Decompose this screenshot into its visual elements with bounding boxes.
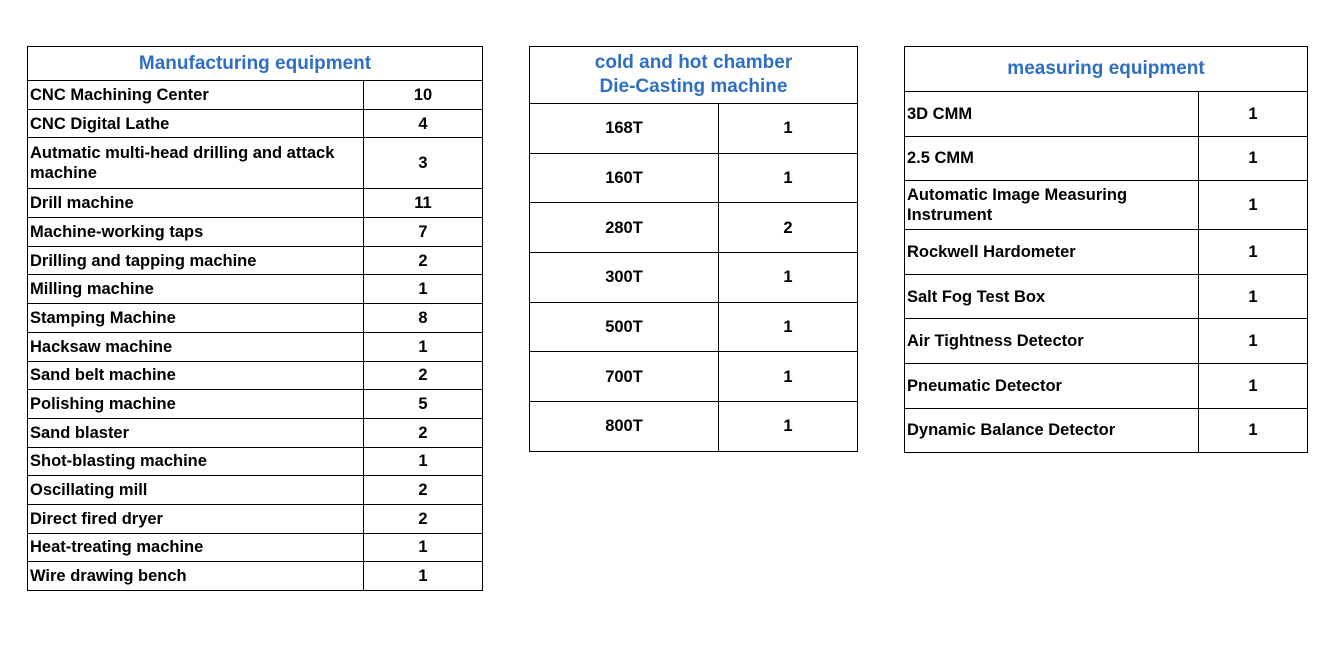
machine-qty: 1 (719, 153, 858, 203)
table-row (530, 302, 858, 352)
die-casting-title-line2: Die-Casting machine (599, 76, 788, 97)
machine-qty: 1 (719, 352, 858, 402)
instrument-qty: 1 (1199, 363, 1308, 408)
equipment-qty: 1 (364, 533, 483, 562)
equipment-name: Machine-working taps (28, 218, 364, 247)
table-row (905, 274, 1308, 319)
equipment-qty: 2 (364, 418, 483, 447)
table-row (905, 408, 1308, 453)
table-row (28, 275, 483, 304)
table-row (28, 562, 483, 591)
equipment-qty: 3 (364, 138, 483, 189)
equipment-qty: 8 (364, 304, 483, 333)
tonnage: 280T (530, 203, 719, 253)
table-row (28, 81, 483, 110)
table-row (905, 230, 1308, 275)
equipment-qty: 2 (364, 361, 483, 390)
equipment-qty: 1 (364, 562, 483, 591)
instrument-qty: 1 (1199, 274, 1308, 319)
instrument-qty: 1 (1199, 319, 1308, 364)
manufacturing-title: Manufacturing equipment (28, 47, 483, 81)
equipment-qty: 5 (364, 390, 483, 419)
equipment-name: Sand belt machine (28, 361, 364, 390)
machine-qty: 1 (719, 253, 858, 303)
die-casting-title (530, 47, 858, 104)
equipment-name: Hacksaw machine (28, 332, 364, 361)
table-row (28, 138, 483, 189)
machine-qty: 1 (719, 104, 858, 154)
table-row (905, 181, 1308, 230)
instrument-qty: 1 (1199, 230, 1308, 275)
instrument-name: Salt Fog Test Box (905, 274, 1199, 319)
machine-qty: 1 (719, 402, 858, 452)
equipment-qty: 2 (364, 246, 483, 275)
equipment-name: Wire drawing bench (28, 562, 364, 591)
equipment-name: CNC Digital Lathe (28, 109, 364, 138)
table-row (530, 104, 858, 154)
table-row (905, 136, 1308, 181)
equipment-name: CNC Machining Center (28, 81, 364, 110)
table-row (905, 92, 1308, 137)
instrument-qty: 1 (1199, 136, 1308, 181)
instrument-name: Dynamic Balance Detector (905, 408, 1199, 453)
equipment-qty: 4 (364, 109, 483, 138)
equipment-name: Direct fired dryer (28, 504, 364, 533)
table-row (28, 533, 483, 562)
die-casting-title-line1: cold and hot chamber (594, 52, 793, 73)
table-row (28, 218, 483, 247)
table-row (28, 390, 483, 419)
equipment-name: Polishing machine (28, 390, 364, 419)
equipment-name: Milling machine (28, 275, 364, 304)
die-casting-machine-table (529, 46, 858, 452)
instrument-qty: 1 (1199, 408, 1308, 453)
table-row (28, 246, 483, 275)
table-row (530, 153, 858, 203)
equipment-qty: 1 (364, 275, 483, 304)
equipment-qty: 1 (364, 447, 483, 476)
table-row (28, 304, 483, 333)
equipment-name: Stamping Machine (28, 304, 364, 333)
equipment-name: Oscillating mill (28, 476, 364, 505)
tonnage: 700T (530, 352, 719, 402)
equipment-name: Drilling and tapping machine (28, 246, 364, 275)
instrument-name: 2.5 CMM (905, 136, 1199, 181)
equipment-name: Sand blaster (28, 418, 364, 447)
equipment-qty: 1 (364, 332, 483, 361)
tonnage: 800T (530, 402, 719, 452)
instrument-name: Pneumatic Detector (905, 363, 1199, 408)
measuring-title: measuring equipment (905, 47, 1308, 92)
instrument-qty: 1 (1199, 92, 1308, 137)
instrument-name: Rockwell Hardometer (905, 230, 1199, 275)
equipment-name: Heat-treating machine (28, 533, 364, 562)
equipment-qty: 2 (364, 476, 483, 505)
table-row (530, 203, 858, 253)
tonnage: 160T (530, 153, 719, 203)
instrument-name: 3D CMM (905, 92, 1199, 137)
table-row (28, 476, 483, 505)
table-row (530, 253, 858, 303)
machine-qty: 2 (719, 203, 858, 253)
manufacturing-equipment-table (27, 46, 483, 591)
equipment-qty: 2 (364, 504, 483, 533)
table-row (28, 189, 483, 218)
equipment-qty: 10 (364, 81, 483, 110)
equipment-qty: 11 (364, 189, 483, 218)
measuring-equipment-table (904, 46, 1308, 453)
table-row (905, 319, 1308, 364)
tonnage: 500T (530, 302, 719, 352)
equipment-name: Drill machine (28, 189, 364, 218)
equipment-name: Autmatic multi-head drilling and attack machine (28, 138, 364, 189)
equipment-name: Shot-blasting machine (28, 447, 364, 476)
tonnage: 300T (530, 253, 719, 303)
table-row (530, 402, 858, 452)
equipment-qty: 7 (364, 218, 483, 247)
table-row (28, 504, 483, 533)
table-row (28, 109, 483, 138)
table-row (28, 361, 483, 390)
instrument-qty: 1 (1199, 181, 1308, 230)
table-row (28, 447, 483, 476)
tonnage: 168T (530, 104, 719, 154)
table-row (28, 418, 483, 447)
table-row (28, 332, 483, 361)
table-row (530, 352, 858, 402)
machine-qty: 1 (719, 302, 858, 352)
instrument-name: Air Tightness Detector (905, 319, 1199, 364)
table-row (905, 363, 1308, 408)
instrument-name: Automatic Image Measuring Instrument (905, 181, 1199, 230)
